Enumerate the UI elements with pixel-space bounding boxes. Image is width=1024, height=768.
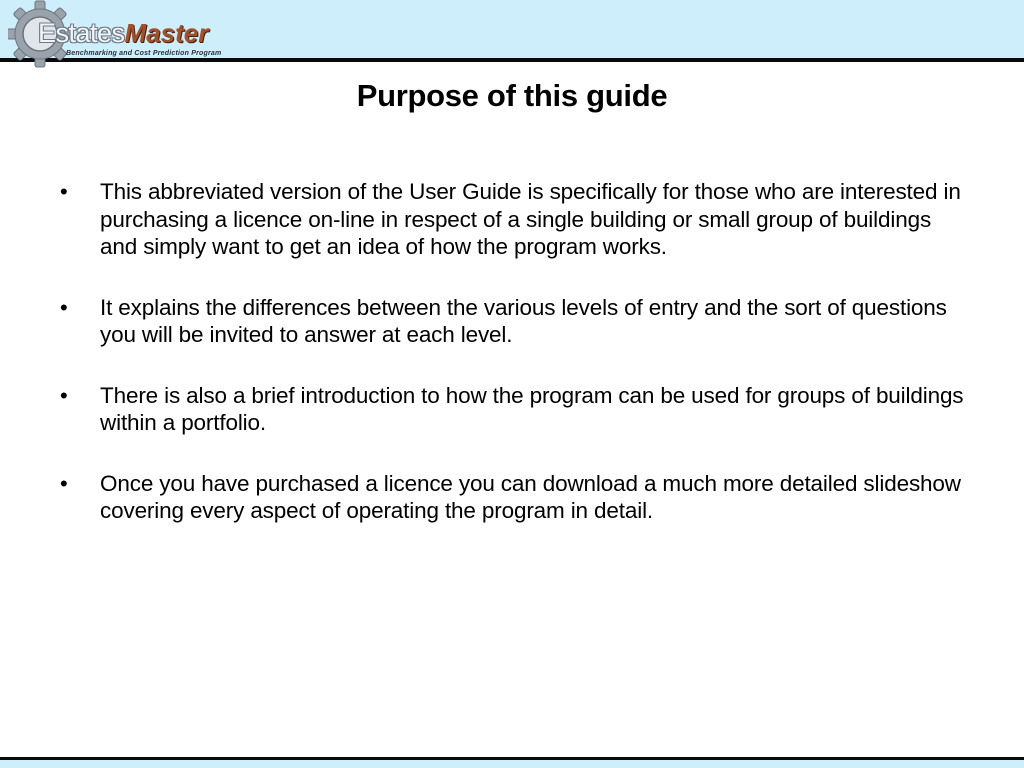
bullet-text: It explains the differences between the various levels of entry and the sort of questions you will be invited to answer at each level.	[100, 294, 947, 347]
bullet-list	[56, 178, 971, 558]
logo-word-estates: Estates	[38, 18, 125, 48]
bullet-item	[56, 470, 971, 525]
logo-wordmark	[38, 20, 208, 47]
logo-tagline: Benchmarking and Cost Prediction Program	[66, 50, 222, 57]
bullet-item	[56, 382, 971, 437]
logo-word-master: Master	[124, 18, 209, 48]
bullet-text: There is also a brief introduction to how the program can be used for groups of buildings within a portfolio.	[100, 382, 964, 435]
footer-band	[0, 760, 1024, 768]
bullet-text: This abbreviated version of the User Guide is specifically for those who are interested in purchasing a licence on-line in respect of a single building or small group of buildings and simply want to get an idea of how the program works.	[100, 179, 961, 259]
bullet-item	[56, 294, 971, 349]
bullet-icon: •	[60, 382, 68, 408]
bullet-item	[56, 178, 971, 261]
bullet-text: Once you have purchased a licence you can download a much more detailed slideshow covering every aspect of operating the program in detail.	[100, 470, 961, 523]
estatesmaster-logo	[8, 0, 258, 70]
bullet-icon: •	[60, 179, 68, 204]
bullet-icon: •	[60, 470, 68, 496]
bullet-icon: •	[60, 294, 68, 320]
page-title: Purpose of this guide	[356, 78, 668, 113]
